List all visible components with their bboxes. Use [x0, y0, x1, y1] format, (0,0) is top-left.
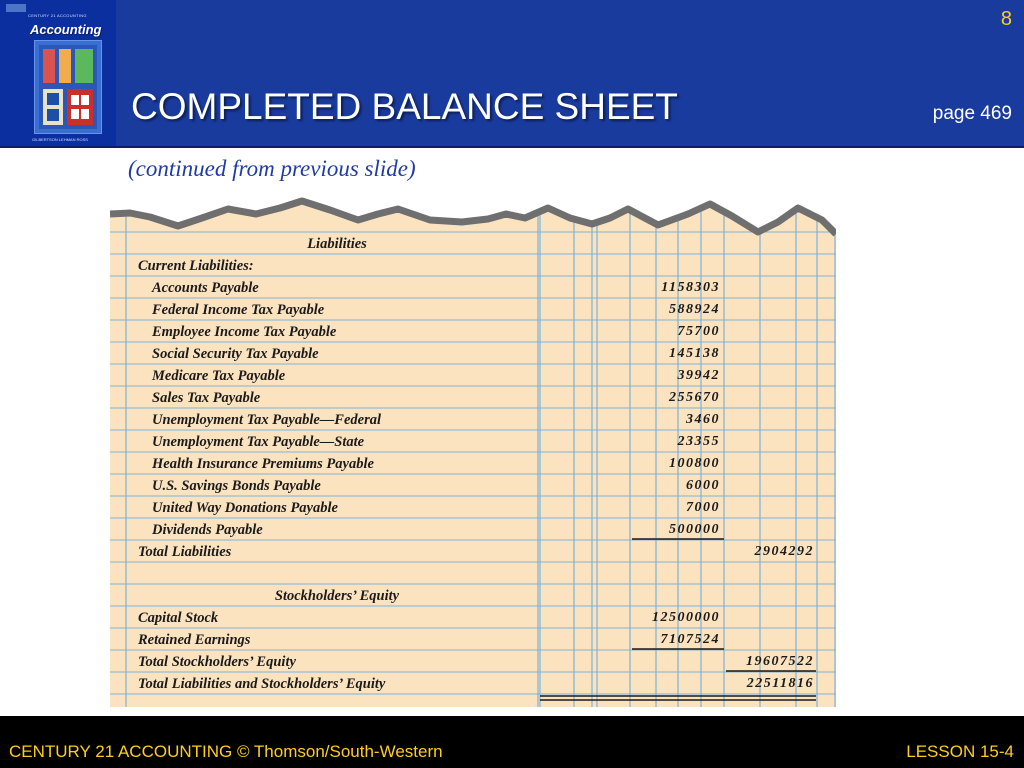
textbook-cover-image	[0, 0, 116, 146]
ledger-label: Total Liabilities and Stockholders’ Equity	[138, 676, 386, 692]
ledger-label: Health Insurance Premiums Payable	[152, 456, 374, 472]
ledger-amount-col2: 2904292	[754, 544, 814, 559]
ledger-label: Total Liabilities	[138, 544, 232, 560]
ledger-label: Sales Tax Payable	[152, 390, 261, 406]
ledger-amount-col1: 23355	[677, 434, 720, 449]
cover-authors: GILBERTSON LEHMAN ROSS	[32, 137, 88, 142]
slide-header	[0, 0, 1024, 148]
ledger-amount-col1: 75700	[677, 324, 720, 339]
ledger-label: Accounts Payable	[152, 280, 259, 296]
ledger-amount-col1: 255670	[669, 390, 720, 405]
ledger-amount-col1: 588924	[669, 302, 720, 317]
ledger-amount-col1: 7107524	[660, 632, 720, 647]
ledger-amount-col1: 1158303	[661, 280, 720, 295]
ledger-label: Social Security Tax Payable	[152, 346, 319, 362]
footer-course: CENTURY 21 ACCOUNTING © Thomson/South-Western	[9, 742, 443, 761]
ledger-label: Total Stockholders’ Equity	[138, 654, 296, 670]
ledger-label: Unemployment Tax Payable—Federal	[152, 412, 382, 428]
ledger-label: Dividends Payable	[152, 522, 263, 538]
ledger-label: Current Liabilities:	[138, 258, 254, 274]
ledger-amount-col1: 100800	[669, 456, 720, 471]
ledger-amount-col1: 145138	[669, 346, 720, 361]
ledger-label: Capital Stock	[138, 610, 219, 626]
ledger-label: Stockholders’ Equity	[274, 588, 400, 604]
balance-sheet-ledger	[110, 196, 836, 707]
ledger-amount-col1: 3460	[686, 412, 720, 427]
cover-series: CENTURY 21 ACCOUNTING	[28, 13, 87, 18]
ledger-svg	[110, 196, 836, 707]
ledger-label: United Way Donations Payable	[152, 500, 338, 516]
ledger-amount-col1: 12500000	[652, 610, 720, 625]
ledger-amount-col2: 22511816	[746, 676, 814, 691]
ledger-amount-col1: 7000	[686, 500, 720, 515]
ledger-amount-col1: 500000	[669, 522, 720, 537]
ledger-label: Unemployment Tax Payable—State	[152, 434, 365, 450]
footer-lesson: LESSON 15-4	[906, 742, 1014, 761]
ledger-label: Medicare Tax Payable	[152, 368, 286, 384]
cover-art-icon	[34, 40, 102, 134]
publisher-logo-icon	[6, 4, 26, 12]
ledger-label: Employee Income Tax Payable	[152, 324, 337, 340]
ledger-label: Liabilities	[307, 236, 367, 252]
slide-subtitle: (continued from previous slide)	[128, 156, 416, 181]
cover-title: Accounting	[30, 22, 102, 37]
ledger-label: Retained Earnings	[138, 632, 251, 648]
ledger-label: U.S. Savings Bonds Payable	[152, 478, 321, 494]
ledger-amount-col1: 6000	[686, 478, 720, 493]
ledger-amount-col2: 19607522	[746, 654, 814, 669]
ledger-label: Federal Income Tax Payable	[152, 302, 325, 318]
ledger-amount-col1: 39942	[677, 368, 720, 383]
page-reference: page 469	[932, 103, 1012, 124]
slide-number: 8	[1000, 8, 1012, 30]
slide-title: COMPLETED BALANCE SHEET	[131, 86, 678, 127]
